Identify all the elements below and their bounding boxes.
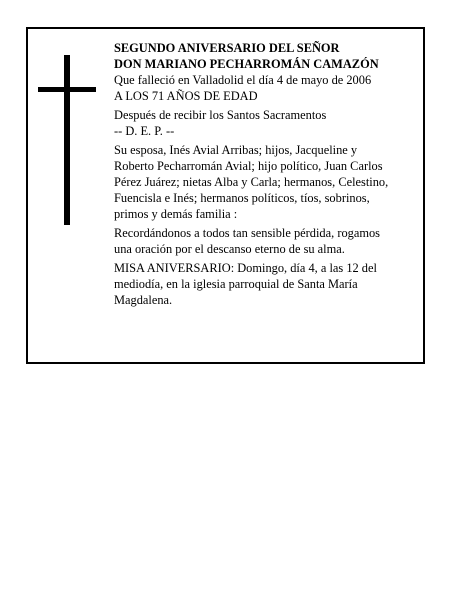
family-line: Fuencisla e Inés; hermanos políticos, tíos, sobrinos, <box>114 191 370 205</box>
family-block <box>114 142 419 222</box>
family-line: Su esposa, Inés Avial Arribas; hijos, Jacqueline y <box>114 143 358 157</box>
latin-cross-icon <box>38 55 98 227</box>
heading-line-2: DON MARIANO PECHARROMÁN CAMAZÓN <box>114 57 379 71</box>
obituary-notice <box>26 27 425 364</box>
cross-vertical-bar <box>64 55 70 225</box>
heading <box>114 40 419 72</box>
mass-line: mediodía, en la iglesia parroquial de Santa María <box>114 277 358 291</box>
family-line: Pérez Juárez; nietas Alba y Carla; hermanos, Celestino, <box>114 175 389 189</box>
mass-line: MISA ANIVERSARIO: Domingo, día 4, a las 12 del <box>114 261 377 275</box>
cross-horizontal-bar <box>38 87 96 92</box>
mass-block <box>114 260 419 308</box>
rip: -- D. E. P. -- <box>114 124 175 138</box>
family-line: primos y demás familia : <box>114 207 238 221</box>
request-block <box>114 225 419 257</box>
mass-line: Magdalena. <box>114 293 173 307</box>
family-line: Roberto Pecharromán Avial; hijo político, Juan Carlos <box>114 159 383 173</box>
sacraments: Después de recibir los Santos Sacramentos <box>114 108 327 122</box>
request-line: una oración por el descanso eterno de su alma. <box>114 242 345 256</box>
request-line: Recordándonos a todos tan sensible pérdida, rogamos <box>114 226 380 240</box>
notice-text <box>114 40 419 308</box>
sacraments-block <box>114 107 419 139</box>
age: A LOS 71 AÑOS DE EDAD <box>114 89 258 103</box>
death-info: Que falleció en Valladolid el día 4 de mayo de 2006 <box>114 73 372 87</box>
heading-line-1: SEGUNDO ANIVERSARIO DEL SEÑOR <box>114 41 340 55</box>
